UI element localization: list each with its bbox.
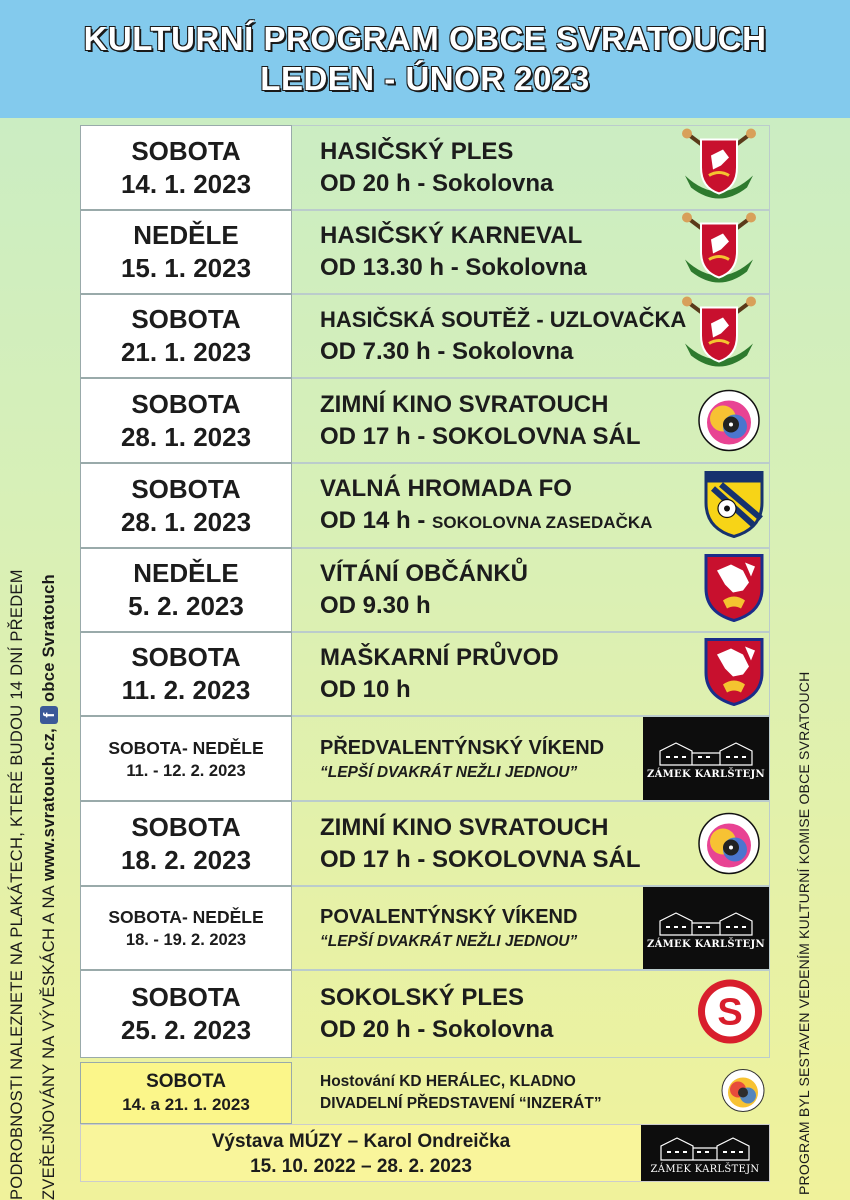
event-cell bbox=[292, 463, 770, 548]
day-label: SOBOTA bbox=[131, 304, 241, 334]
day-label: NEDĚLE bbox=[133, 220, 239, 250]
event-row bbox=[80, 294, 770, 378]
date-label: 11. 2. 2023 bbox=[121, 675, 251, 705]
page-title: KULTURNÍ PROGRAM OBCE SVRATOUCH bbox=[83, 20, 767, 57]
village-coat-of-arms-icon bbox=[703, 637, 765, 712]
event-cell bbox=[292, 970, 770, 1058]
castle-label: ZÁMEK KARLŠTEJN bbox=[650, 1163, 760, 1175]
date-cell bbox=[80, 801, 292, 886]
event-title: SOKOLSKÝ PLES bbox=[320, 984, 525, 1011]
theatre-logo-icon bbox=[720, 1068, 766, 1119]
date-cell bbox=[80, 716, 292, 801]
day-label: SOBOTA bbox=[131, 642, 241, 672]
date-cell bbox=[80, 463, 292, 548]
castle-logo-icon bbox=[643, 717, 769, 800]
event-cell bbox=[292, 294, 770, 378]
event-details: OD 13.30 h - Sokolovna bbox=[320, 254, 587, 281]
facebook-link[interactable]: obce Svratouch bbox=[40, 574, 58, 703]
day-label: SOBOTA bbox=[131, 982, 241, 1012]
event-row bbox=[80, 716, 770, 801]
date-cell bbox=[80, 632, 292, 716]
side-note-prefix: ZVEŘEJŇOVÁNY NA VÝVĚSKÁCH A NA bbox=[40, 881, 58, 1200]
event-details bbox=[320, 505, 769, 539]
date-label: 21. 1. 2023 bbox=[120, 337, 252, 367]
day-label: SOBOTA- NEDĚLE bbox=[108, 907, 264, 927]
day-label: SOBOTA bbox=[146, 1071, 226, 1092]
event-cell bbox=[292, 548, 770, 632]
event-row bbox=[80, 548, 770, 632]
date-cell bbox=[80, 294, 292, 378]
event-cell bbox=[292, 632, 770, 716]
event-title: HASIČSKÁ SOUTĚŽ - UZLOVAČKA bbox=[320, 307, 687, 332]
event-time: OD 14 h - bbox=[320, 506, 433, 534]
cinema-logo-icon bbox=[685, 378, 765, 463]
side-note-right: PROGRAM BYL SESTAVEN VEDENÍM KULTURNÍ KOMISE OBCE SVRATOUCH bbox=[796, 671, 812, 1195]
event-cell bbox=[292, 886, 770, 970]
event-title: ZIMNÍ KINO SVRATOUCH bbox=[320, 390, 609, 418]
day-label: SOBOTA bbox=[131, 473, 241, 504]
event-row bbox=[80, 210, 770, 294]
day-label: SOBOTA bbox=[131, 135, 241, 166]
date-cell bbox=[80, 548, 292, 632]
football-club-logo-icon bbox=[703, 468, 765, 543]
date-cell bbox=[80, 378, 292, 463]
village-coat-of-arms-icon bbox=[703, 553, 765, 628]
event-details: OD 17 h - SOKOLOVNA SÁL bbox=[320, 422, 641, 450]
header-banner bbox=[0, 0, 850, 118]
svg-text:S: S bbox=[717, 991, 743, 1034]
date-label: 5. 2. 2023 bbox=[128, 591, 244, 621]
facebook-icon: f bbox=[40, 706, 58, 724]
exhibition-row bbox=[80, 1124, 770, 1182]
fire-brigade-emblem-icon bbox=[673, 210, 765, 295]
date-label: 28. 1. 2023 bbox=[120, 421, 252, 452]
date-label: 28. 1. 2023 bbox=[120, 506, 252, 537]
fire-brigade-emblem-icon bbox=[673, 294, 765, 379]
event-details: OD 9.30 h bbox=[320, 592, 431, 619]
event-details: OD 20 h - Sokolovna bbox=[320, 169, 554, 197]
event-title: PŘEDVALENTÝNSKÝ VÍKEND bbox=[320, 736, 605, 759]
date-label: 11. - 12. 2. 2023 bbox=[126, 761, 246, 780]
event-place: SOKOLOVNA ZASEDAČKA bbox=[432, 512, 653, 532]
date-cell bbox=[80, 1062, 292, 1124]
event-cell bbox=[292, 716, 770, 801]
date-label: 25. 2. 2023 bbox=[120, 1015, 252, 1045]
event-title: HASIČSKÝ KARNEVAL bbox=[320, 222, 583, 249]
day-label: NEDĚLE bbox=[133, 558, 239, 588]
event-cell bbox=[292, 801, 770, 886]
date-label: 14. 1. 2023 bbox=[120, 168, 252, 199]
day-label: SOBOTA- NEDĚLE bbox=[108, 737, 264, 758]
event-row bbox=[80, 632, 770, 716]
guest-performance-row bbox=[80, 1062, 770, 1124]
event-row bbox=[80, 886, 770, 970]
guest-line2: DIVADELNÍ PŘEDSTAVENÍ “INZERÁT” bbox=[320, 1095, 602, 1112]
castle-label: ZÁMEK KARLŠTEJN bbox=[647, 938, 765, 950]
guest-line1: Hostování KD HERÁLEC, KLADNO bbox=[320, 1073, 576, 1090]
side-note-left bbox=[8, 120, 27, 1200]
event-details: OD 20 h - Sokolovna bbox=[320, 1016, 554, 1043]
event-row bbox=[80, 801, 770, 886]
event-details: OD 10 h bbox=[320, 676, 411, 703]
event-details: OD 17 h - SOKOLOVNA SÁL bbox=[320, 845, 641, 873]
date-label: 14. a 21. 1. 2023 bbox=[122, 1095, 250, 1114]
date-label: 18. 2. 2023 bbox=[120, 844, 252, 875]
cinema-logo-icon bbox=[685, 801, 765, 886]
day-label: SOBOTA bbox=[131, 388, 241, 419]
event-details: “LEPŠÍ DVAKRÁT NEŽLI JEDNOU” bbox=[320, 933, 578, 950]
page-subtitle: LEDEN - ÚNOR 2023 bbox=[260, 60, 590, 97]
event-title: POVALENTÝNSKÝ VÍKEND bbox=[320, 906, 578, 928]
event-title: VALNÁ HROMADA FO bbox=[320, 474, 572, 502]
event-row bbox=[80, 125, 770, 210]
date-cell bbox=[80, 210, 292, 294]
sokol-logo-icon bbox=[695, 977, 765, 1052]
date-cell bbox=[80, 970, 292, 1058]
event-title: HASIČSKÝ PLES bbox=[320, 137, 514, 165]
castle-logo-icon bbox=[643, 887, 769, 969]
exhibition-title: Výstava MÚZY – Karol Ondreička bbox=[211, 1131, 511, 1152]
day-label: SOBOTA bbox=[131, 811, 241, 842]
event-cell bbox=[292, 125, 770, 210]
castle-label: ZÁMEK KARLŠTEJN bbox=[647, 769, 765, 780]
event-details: OD 7.30 h - Sokolovna bbox=[320, 338, 574, 365]
event-title: ZIMNÍ KINO SVRATOUCH bbox=[320, 813, 609, 841]
event-cell bbox=[292, 210, 770, 294]
side-note-web bbox=[40, 120, 59, 1200]
date-cell bbox=[80, 886, 292, 970]
date-label: 18. - 19. 2. 2023 bbox=[125, 931, 247, 949]
event-row bbox=[80, 378, 770, 463]
event-cell bbox=[292, 1062, 770, 1124]
side-note-text: PODROBNOSTI NALEZNETE NA PLAKÁTECH, KTERÉ BUDOU 14 DNÍ PŘEDEM bbox=[8, 569, 26, 1200]
event-title: VÍTÁNÍ OBČÁNKŮ bbox=[320, 560, 528, 587]
event-cell bbox=[292, 378, 770, 463]
event-row bbox=[80, 970, 770, 1058]
event-title: MAŠKARNÍ PRŮVOD bbox=[320, 644, 559, 671]
castle-logo-icon bbox=[641, 1125, 769, 1181]
exhibition-dates: 15. 10. 2022 – 28. 2. 2023 bbox=[250, 1156, 472, 1177]
event-row bbox=[80, 463, 770, 548]
date-label: 15. 1. 2023 bbox=[120, 253, 252, 283]
website-link[interactable]: www.svratouch.cz, bbox=[40, 728, 58, 882]
fire-brigade-emblem-icon bbox=[673, 125, 765, 210]
date-cell bbox=[80, 125, 292, 210]
event-details: “LEPŠÍ DVAKRÁT NEŽLI JEDNOU” bbox=[320, 763, 578, 781]
